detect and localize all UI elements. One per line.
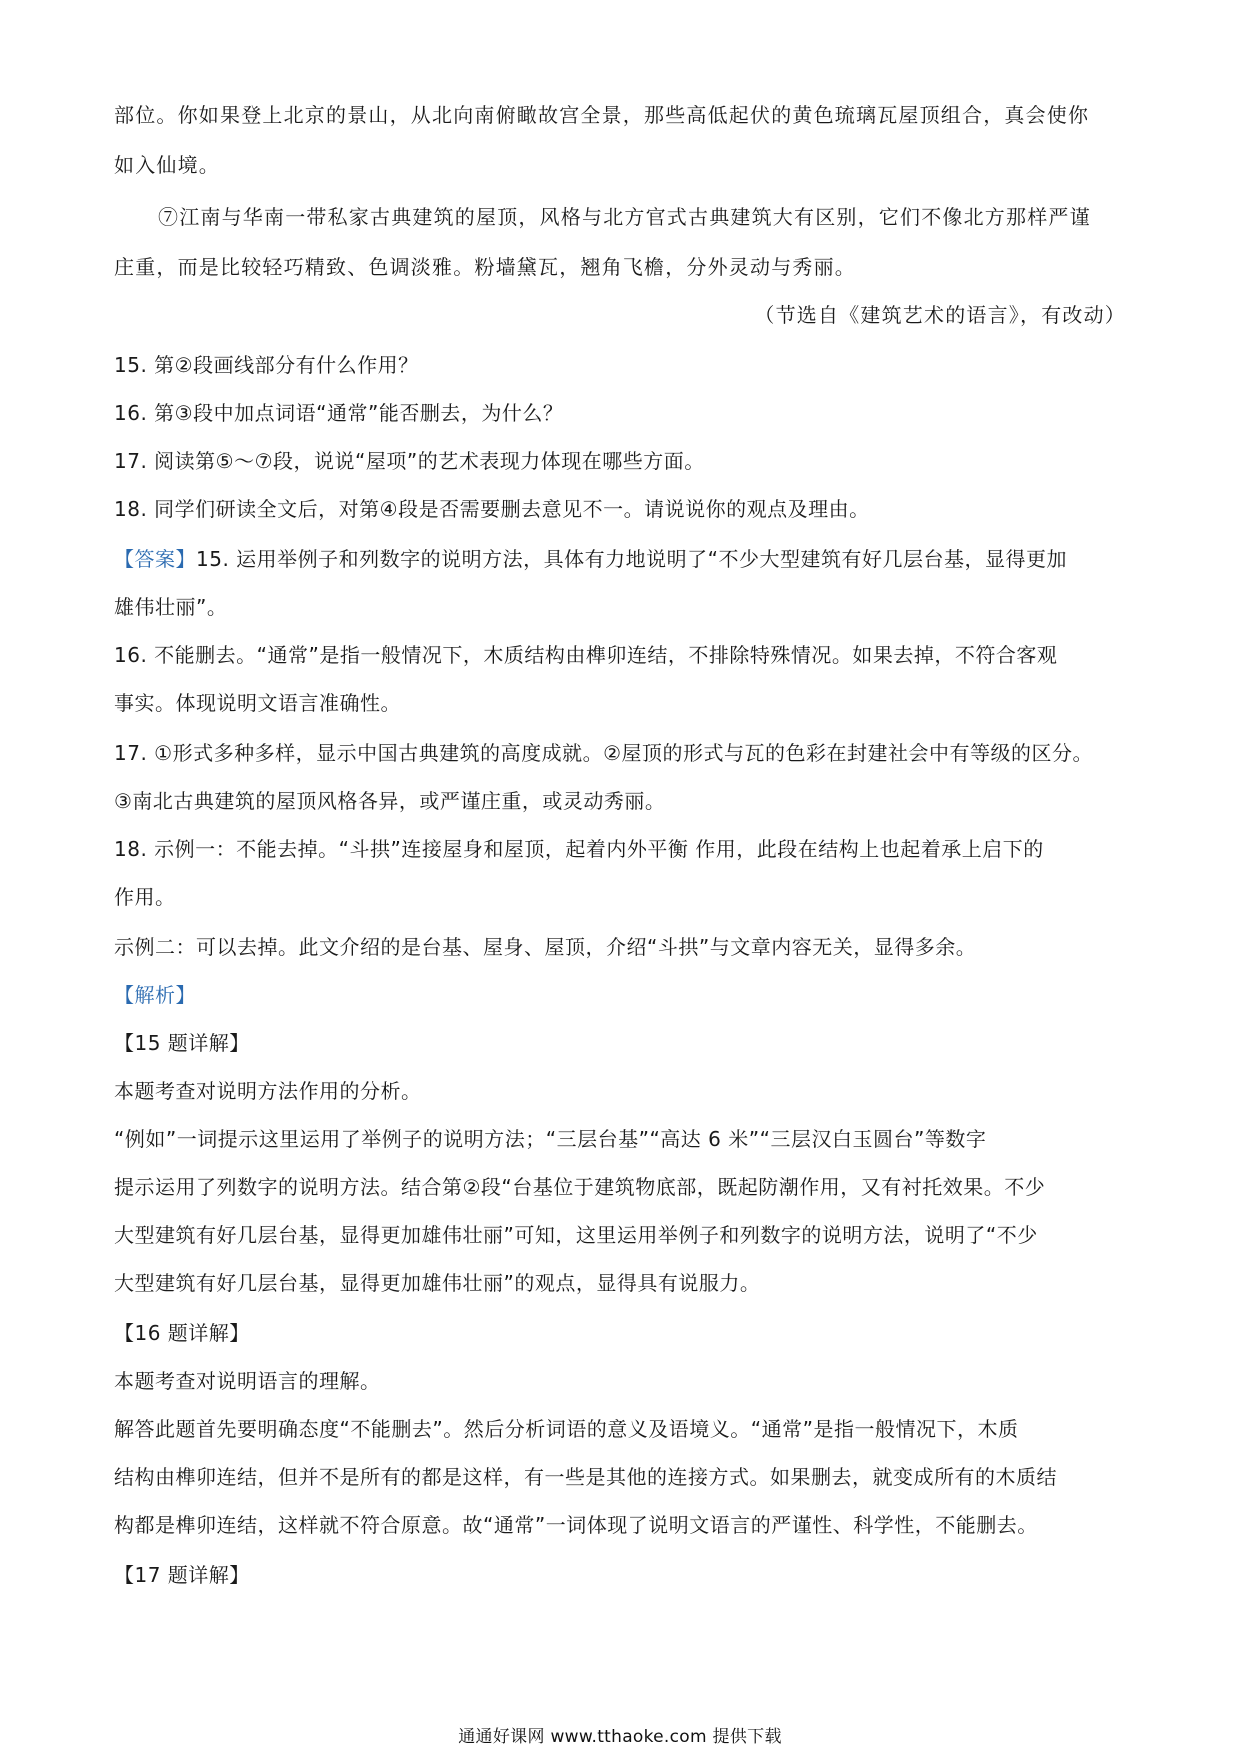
answer-17: 17. ①形式多种多样，显示中国古典建筑的高度成就。②屋顶的形式与瓦的色彩在封建社会中有等级的区分。 <box>114 741 1094 765</box>
answer-18-cont: 作用。 <box>114 885 176 909</box>
analysis-text: “例如”一词提示这里运用了举例子的说明方法；“三层台基”“高达 6 米”“三层汉白玉圆台”等数字 <box>114 1127 987 1151</box>
analysis-text: 本题考查对说明语言的理解。 <box>114 1369 381 1393</box>
question-17: 17. 阅读第⑤～⑦段，说说“屋项”的艺术表现力体现在哪些方面。 <box>114 449 705 473</box>
passage-line: 部位。你如果登上北京的景山，从北向南俯瞰故宫全景，那些高低起伏的黄色琉璃瓦屋顶组合，真会使你 <box>114 103 1090 127</box>
answer-18: 18. 示例一：不能去掉。“斗拱”连接屋身和屋顶，起着内外平衡 作用，此段在结构上也起着承上启下的 <box>114 837 1044 861</box>
analysis-heading-17: 【17 题详解】 <box>114 1563 250 1587</box>
answer-15-cont: 雄伟壮丽”。 <box>114 595 228 619</box>
passage-paragraph-7: ⑦江南与华南一带私家古典建筑的屋顶，风格与北方官式古典建筑大有区别，它们不像北方那样严谨 <box>158 205 1091 229</box>
question-16: 16. 第③段中加点词语“通常”能否删去，为什么？ <box>114 401 564 425</box>
analysis-text: 本题考查对说明方法作用的分析。 <box>114 1079 422 1103</box>
analysis-text: 构都是榫卯连结，这样就不符合原意。故“通常”一词体现了说明文语言的严谨性、科学性，不能删去。 <box>114 1513 1038 1537</box>
analysis-text: 解答此题首先要明确态度“不能删去”。然后分析词语的意义及语境义。“通常”是指一般情况下，木质 <box>114 1417 1019 1441</box>
answer-16: 16. 不能删去。“通常”是指一般情况下，木质结构由榫卯连结，不排除特殊情况。如果去掉，不符合客观 <box>114 643 1058 667</box>
answer-18-example-2: 示例二：可以去掉。此文介绍的是台基、屋身、屋顶，介绍“斗拱”与文章内容无关，显得多余。 <box>114 935 977 959</box>
analysis-text: 大型建筑有好几层台基，显得更加雄伟壮丽”的观点，显得具有说服力。 <box>114 1271 761 1295</box>
page-footer: 通通好课网 www.tthaoke.com 提供下载 <box>458 1727 782 1747</box>
analysis-tag: 【解析】 <box>114 983 196 1007</box>
passage-line: 庄重，而是比较轻巧精致、色调淡雅。粉墙黛瓦，翘角飞檐，分外灵动与秀丽。 <box>114 255 856 279</box>
analysis-heading-16: 【16 题详解】 <box>114 1321 250 1345</box>
question-15: 15. 第②段画线部分有什么作用？ <box>114 353 419 377</box>
analysis-heading-15: 【15 题详解】 <box>114 1031 250 1055</box>
analysis-text: 结构由榫卯连结，但并不是所有的都是这样，有一些是其他的连接方式。如果删去，就变成所有的木质结 <box>114 1465 1057 1489</box>
analysis-text: 提示运用了列数字的说明方法。结合第②段“台基位于建筑物底部，既起防潮作用，又有衬托效果。不少 <box>114 1175 1046 1199</box>
question-18: 18. 同学们研读全文后，对第④段是否需要删去意见不一。请说说你的观点及理由。 <box>114 497 870 521</box>
answer-15-line <box>114 544 1130 574</box>
answer-tag: 【答案】 <box>114 547 196 571</box>
passage-line: 如入仙境。 <box>114 153 220 177</box>
analysis-text: 大型建筑有好几层台基，显得更加雄伟壮丽”可知，这里运用举例子和列数字的说明方法，说明了“不少 <box>114 1223 1038 1247</box>
answer-17-cont: ③南北古典建筑的屋顶风格各异，或严谨庄重，或灵动秀丽。 <box>114 789 666 813</box>
answer-16-cont: 事实。体现说明文语言准确性。 <box>114 691 401 715</box>
passage-source: （节选自《建筑艺术的语言》，有改动） <box>754 303 1126 327</box>
answer-15-text: 15. 运用举例子和列数字的说明方法，具体有力地说明了“不少大型建筑有好几层台基，显得更加 <box>196 547 1068 571</box>
